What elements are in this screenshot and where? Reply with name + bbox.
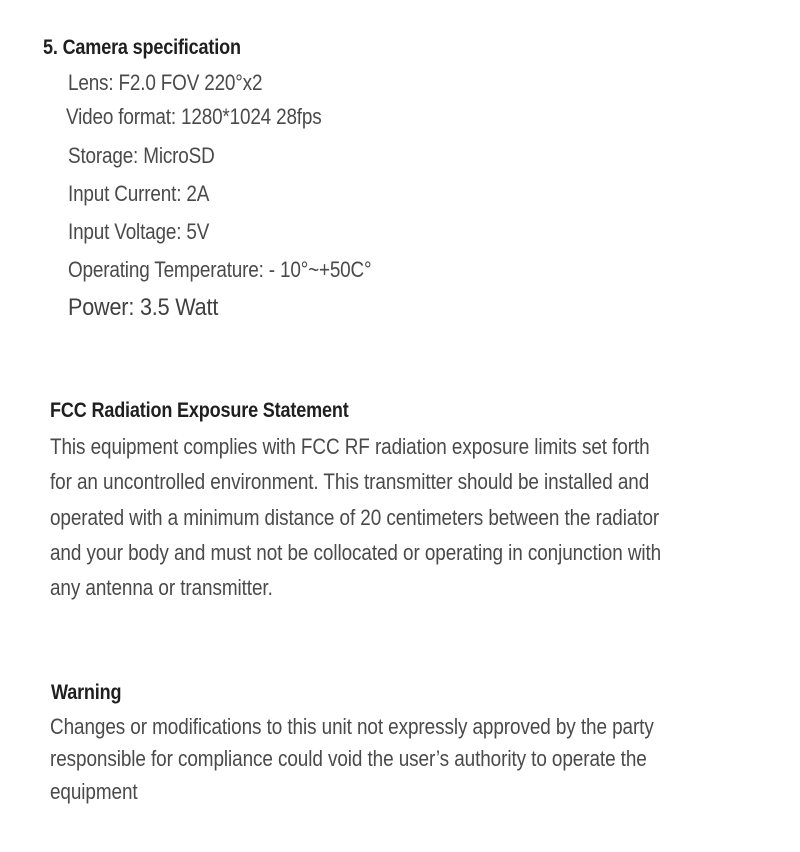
spec-storage: Storage: MicroSD <box>68 143 215 168</box>
spec-input-current: Input Current: 2A <box>68 181 210 206</box>
fcc-line: operated with a minimum distance of 20 centimeters between the radiator <box>50 505 660 530</box>
spec-power: Power: 3.5 Watt <box>68 294 219 321</box>
fcc-line: and your body and must not be collocated or operating in conjunction with <box>50 540 662 565</box>
fcc-line: for an uncontrolled environment. This transmitter should be installed and <box>50 469 650 494</box>
spec-video-format: Video format: 1280*1024 28fps <box>66 104 322 129</box>
warning-line: equipment <box>50 779 138 804</box>
fcc-heading: FCC Radiation Exposure Statement <box>50 399 349 422</box>
warning-line: Changes or modifications to this unit not expressly approved by the party <box>50 714 654 739</box>
spec-input-voltage: Input Voltage: 5V <box>68 219 210 244</box>
camera-spec-heading: 5. Camera specification <box>43 36 241 59</box>
fcc-line: This equipment complies with FCC RF radiation exposure limits set forth <box>50 434 650 459</box>
warning-heading: Warning <box>51 681 122 704</box>
fcc-line: any antenna or transmitter. <box>50 575 273 600</box>
spec-operating-temperature: Operating Temperature: - 10°~+50C° <box>68 257 372 282</box>
spec-lens: Lens: F2.0 FOV 220°x2 <box>68 70 263 95</box>
warning-line: responsible for compliance could void the user’s authority to operate the <box>50 746 647 771</box>
